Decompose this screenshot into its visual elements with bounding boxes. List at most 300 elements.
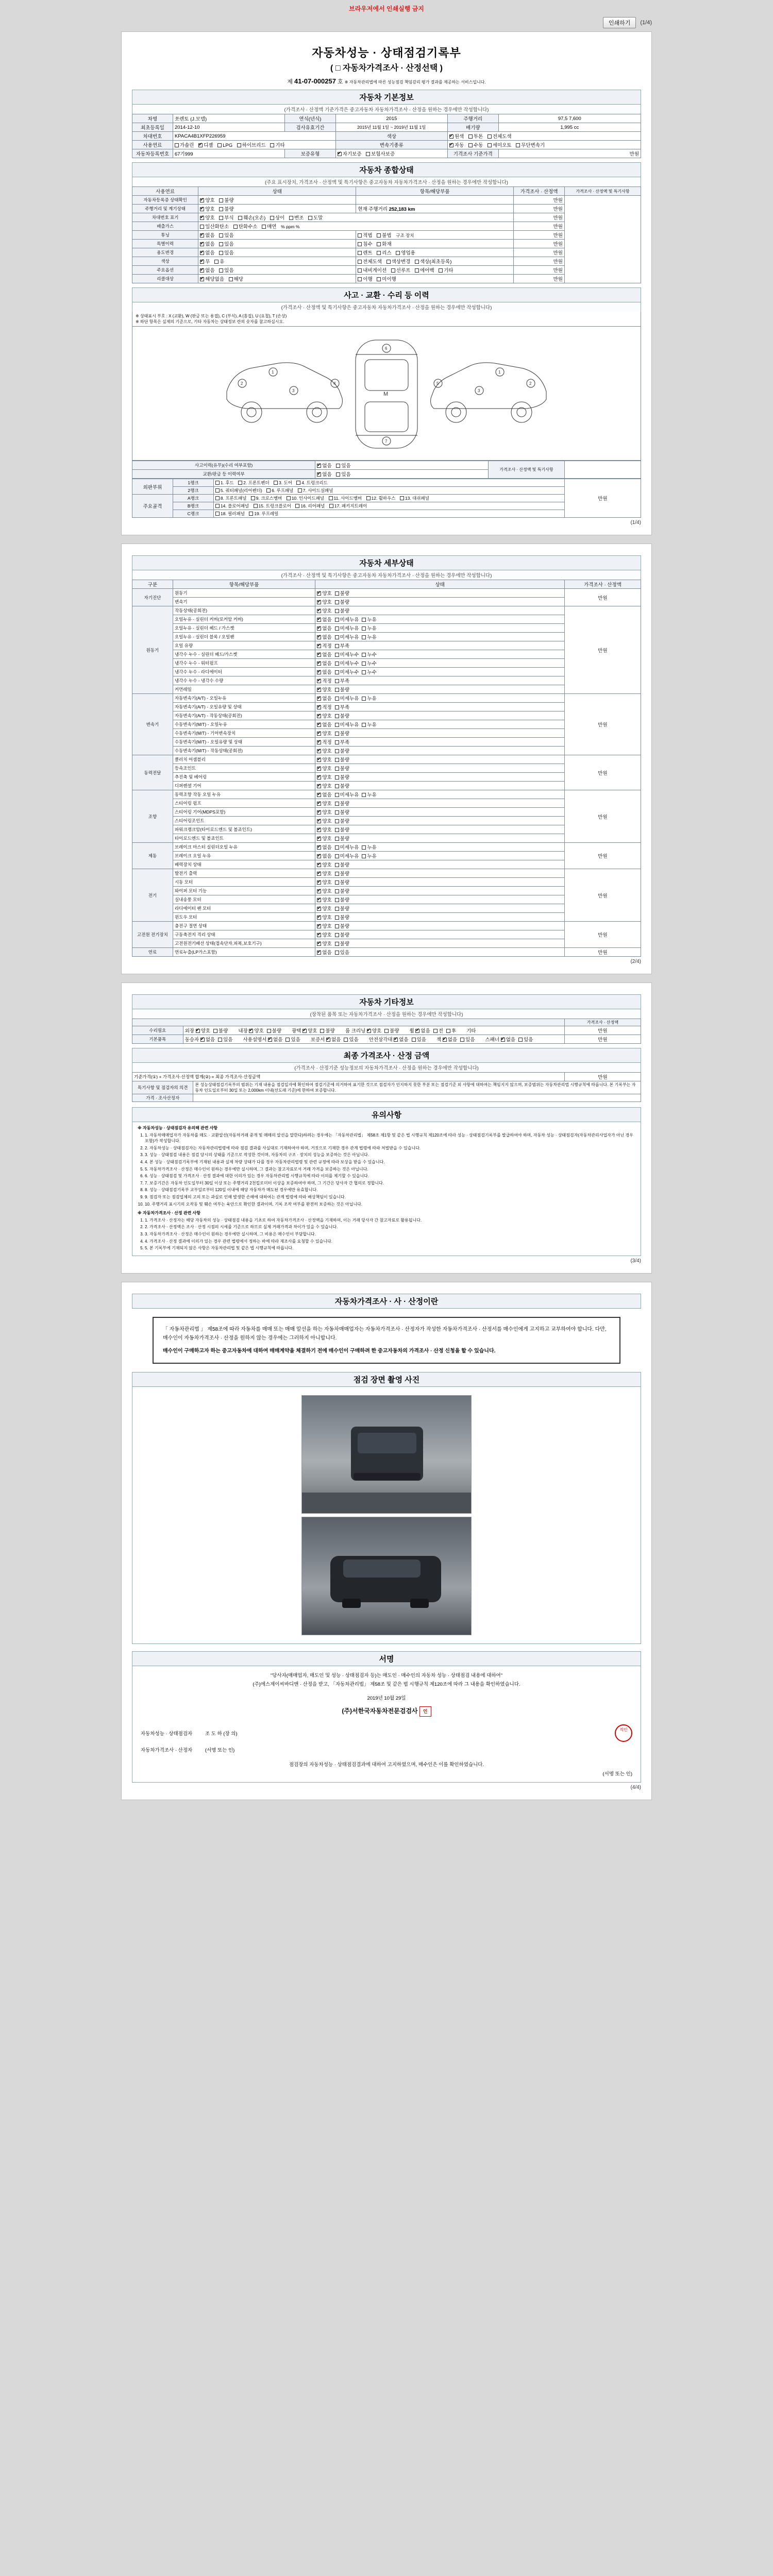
detail-opt-1-4-1[interactable] [335,642,349,649]
section-accident-history-title: 사고 · 교환 · 수리 등 이력 [132,287,641,302]
frame-remark-cell: 만원 [564,479,641,518]
fuel-option-3[interactable]: 하이브리드 [237,141,266,148]
emission-units: % ppm % [281,224,300,229]
detail-opt-label: 누유 [367,845,377,851]
opt-2-3[interactable]: 상이 [270,214,284,221]
detail-opt-1-3-2[interactable] [362,633,376,640]
detail-opt-4-3-1[interactable] [335,817,349,824]
other-opt-1-3-0[interactable] [394,1036,408,1043]
frame-item-3-1[interactable]: 15. 트렁크플로어 [254,503,291,509]
col-detail: 항목/해당부품 [356,187,514,196]
detail-options-4-4 [315,825,565,834]
transmission-option-2[interactable]: 세미오토 [488,141,512,148]
document-page-2 [121,544,652,974]
label-color: 색상 [335,132,447,141]
detail-opt-label: 누유 [367,626,377,632]
detail-options-6-0 [315,869,565,878]
detail-opt-2-3-1[interactable] [335,721,359,728]
frame-item-0-1[interactable]: 2. 프론트펜더 [238,480,270,486]
detail-opt-1-1-0[interactable] [317,616,331,623]
detail-opt-4-5-0[interactable] [317,835,331,842]
detail-opt-5-1-2[interactable] [362,852,376,859]
notes-section1-list [145,1132,635,1208]
detail-opt-6-5-0[interactable] [317,913,331,921]
detail-opt-4-4-0[interactable] [317,826,331,833]
sub-6-1[interactable]: 리스 [377,249,391,256]
color-option-1[interactable]: 투톤 [468,132,483,140]
frame-item-4-1[interactable]: 19. 루프레일 [249,511,278,517]
guarantee-highlight: 매수인이 구매하고자 하는 중고자동차에 대하여 매매계약을 체결하기 전에 매수인이 구매하려 한 중고자동차의 가격조사 · 산정 신청을 할 수 있습니다. [163,1348,496,1354]
frame-item-1-2[interactable]: 7. 사이드실패널 [298,487,333,494]
frame-item-2-2[interactable]: 10. 인사이드패널 [287,495,324,501]
detail-opt-6-2-1[interactable] [335,887,349,894]
other-item-name: 룸 크리닝 [345,1028,367,1034]
detail-opt-3-1-1[interactable] [335,765,349,772]
detail-opt-6-1-1[interactable] [335,878,349,886]
other-opt-label: 없음 [399,1037,409,1043]
warranty-option-0[interactable]: ✔ 자기보증 [338,150,362,157]
opt-3-1[interactable]: 탄화수소 [233,223,258,230]
other-opt-0-4-0[interactable] [415,1027,430,1034]
other-item-0-2 [292,1027,338,1034]
section-detail-state-title: 자동차 세부상태 [132,555,641,570]
detail-group-0: 자기진단 [132,589,173,606]
detail-opt-7-2-0[interactable] [317,940,331,947]
detail-opt-1-9-1[interactable] [335,686,349,693]
detail-options-0-1 [315,598,565,606]
transmission-option-0[interactable]: ✔ 자동 [449,141,464,148]
row-label-4: 튜닝 [132,231,198,240]
frame-item-3-3[interactable]: 17. 패키지트레이 [329,503,367,509]
detail-col-3: 가격조사 · 산정액 [564,580,641,589]
detail-opt-label: 누수 [367,652,377,658]
sub-7-0[interactable]: 전체도색 [358,258,382,265]
note-item: 1. 1. 자동차매매업자가 자동차를 매도 · 교환알선(자동차거래 중개 및 매매의 알선을 말한다)하려는 경우에는 「자동차관리법」 제58조 제1항 및 같은 법 시행규칙 제120조에 따라 성능 · 상태점검기록부를 발급하여야 하며, 자동차 성능 · 상태점검자(자동차관리사업자가 아닌 경우 포함)가 작성합니다. [145,1132,635,1144]
sub-5-1[interactable]: 화재 [377,240,391,247]
print-button[interactable]: 인쇄하기 [603,17,636,28]
sub-6-0[interactable]: 렌트 [358,249,372,256]
detail-opt-2-2-1[interactable] [335,712,349,719]
detail-opt-2-0-2[interactable] [362,694,376,702]
opt-8-0[interactable]: ✔ 없음 [200,266,214,274]
detail-opt-4-1-0[interactable] [317,800,331,807]
detail-options-1-1 [315,615,565,624]
detail-opt-1-2-0[interactable] [317,624,331,632]
other-item-name: 잭 [436,1037,443,1043]
color-option-2[interactable]: 전체도색 [488,132,512,140]
detail-item-1-1: 오일누유 - 실린더 커버(로커암 커버) [173,615,315,624]
detail-opt-4-2-1[interactable] [335,808,349,816]
note-item: 4. 4. 본 성능 · 상태점검기록부에 기재된 내용과 실제 차량 상태가 다를 경우 자동차관리법령 및 관련 규정에 따라 보상을 받을 수 있습니다. [145,1159,635,1165]
opt-9-1[interactable]: 해당 [229,275,243,282]
sub-4-1[interactable]: 불법 [377,231,391,239]
fuel-option-2[interactable]: LPG [217,143,232,148]
label-first-reg: 최초등록일 [132,123,173,132]
detail-opt-6-0-1[interactable] [335,870,349,877]
simple-option-0[interactable]: ✔ 없음 [317,470,331,478]
opt-4-0[interactable]: ✔ 없음 [200,231,214,239]
frame-item-2-5[interactable]: 13. 대쉬패널 [400,495,429,501]
detail-opt-label: 누유 [367,617,377,623]
detail-opt-3-2-1[interactable] [335,773,349,781]
detail-opt-1-3-0[interactable] [317,633,331,640]
detail-col-2: 상태 [315,580,565,589]
detail-opt-1-7-2[interactable] [362,668,376,675]
other-opt-0-0-0[interactable] [196,1027,210,1034]
other-opt-0-3-1[interactable] [384,1027,399,1034]
other-opt-0-1-0[interactable] [249,1027,263,1034]
detail-opt-4-5-1[interactable] [335,835,349,842]
detail-opt-1-0-1[interactable] [335,607,349,614]
guarantee-title: 자동차가격조사 · 사 · 산정이란 [132,1294,641,1309]
detail-opt-label: 양호 [322,608,332,614]
frame-item-3-0[interactable]: 14. 플로어패널 [215,503,249,509]
sub-8-3[interactable]: 기타 [439,266,453,274]
docno-prefix: 제 [287,79,293,85]
other-opt-0-4-2[interactable] [446,1027,456,1034]
detail-opt-label: 양호 [322,836,332,842]
row-val-9: 만원 [514,275,565,283]
opt-8-1[interactable]: 있음 [219,266,233,274]
detail-opt-2-4-1[interactable] [335,730,349,737]
sub-9-1[interactable]: 미이행 [377,275,396,282]
detail-options-3-3 [315,782,565,790]
value-transmission-options [447,141,641,149]
detail-opt-4-0-1[interactable] [335,791,359,798]
fuel-option-4[interactable]: 기타 [270,141,284,148]
opt-7-0[interactable]: ✔ 무 [200,258,210,265]
section-final-price-title: 최종 가격조사 · 산정 금액 [132,1048,641,1063]
detail-opt-6-4-1[interactable] [335,905,349,912]
signature-footer: 점검장의 자동차성능 · 상태점검결과에 대하여 고지하였으며, 매수인은 이를 확인하였습니다. [289,1761,484,1768]
other-opt-label: 양호 [254,1028,264,1034]
detail-opt-7-2-1[interactable] [335,940,349,947]
frame-item-1-0[interactable]: 5. 쿼터패널(리어펜더) [215,487,262,494]
opt-6-0[interactable]: ✔ 없음 [200,249,214,256]
other-item-name: 광택 [292,1028,303,1034]
detail-item-2-0: 자동변속기(A/T) - 오일누유 [173,694,315,703]
note-item: 6. 6. 성능 · 상태점검 및 가격조사 · 산정 결과에 대한 이의가 있는 경우 자동차관리법 시행규칙에 따라 이의를 제기할 수 있습니다. [145,1173,635,1179]
detail-options-6-2 [315,887,565,895]
detail-opt-3-3-0[interactable] [317,782,331,789]
other-price-1: 만원 [564,1035,641,1044]
detail-opt-label: 불량 [340,941,350,947]
detail-opt-1-6-2[interactable] [362,659,376,667]
detail-options-5-1 [315,852,565,860]
detail-opt-2-2-0[interactable] [317,712,331,719]
detail-options-1-0 [315,606,565,615]
row-label-3: 배출가스 [132,222,198,231]
detail-opt-4-0-0[interactable] [317,791,331,798]
detail-options-2-2 [315,711,565,720]
opt-6-1[interactable]: 있음 [219,249,233,256]
fuel-option-1[interactable]: ✔ 디젤 [198,141,213,148]
other-opt-1-0-1[interactable] [218,1036,232,1043]
other-opt-label: 양호 [200,1028,211,1034]
detail-opt-6-0-0[interactable] [317,870,331,877]
detail-opt-6-1-0[interactable] [317,878,331,886]
detail-opt-0-1-1[interactable] [335,598,349,605]
detail-opt-5-0-0[interactable] [317,843,331,851]
frame-item-0-0[interactable]: 1. 후드 [215,480,234,486]
detail-opt-5-1-0[interactable] [317,852,331,859]
detail-opt-2-5-0[interactable] [317,738,331,745]
other-opt-0-2-1[interactable] [320,1027,334,1034]
tuning-detail: 구조 장치 [396,233,414,238]
detail-opt-1-6-0[interactable] [317,659,331,667]
frame-item-0-2[interactable]: 3. 도어 [274,480,292,486]
detail-opt-4-0-2[interactable] [362,791,376,798]
frame-item-0-3[interactable]: 4. 트렁크리드 [296,480,328,486]
signature-statement-1: "당사자(매매업자, 매도인 및 성능 · 상태점검자 등)는 매도인 · 매수인의 자동차 성능 · 상태점검 내용에 대하여" [270,1672,503,1679]
detail-price-6: 만원 [564,869,641,922]
value-displacement: 1,995 cc [498,123,641,132]
detail-opt-6-4-0[interactable] [317,905,331,912]
other-item-0-3 [345,1027,402,1034]
detail-opt-5-2-0[interactable] [317,861,331,868]
detail-opt-1-3-1[interactable] [335,633,359,640]
sub-7-2[interactable]: 색상(최초등록) [415,258,451,265]
frame-item-3-2[interactable]: 16. 리어패널 [295,503,325,509]
detail-opt-label: 없음 [322,626,332,632]
row-label-6: 용도변경 [132,248,198,257]
opt-9-0[interactable]: ✔ 해당없음 [200,275,224,282]
sub-9-0[interactable]: 이행 [358,275,372,282]
docno-suffix: 호 [338,79,343,85]
other-opt-0-1-1[interactable] [267,1027,281,1034]
detail-opt-label: 불량 [340,880,350,886]
detail-opt-3-1-0[interactable] [317,765,331,772]
section-accident-history-note: (가격조사 · 산정액 및 특기사항은 중고자동차 자동차가격조사 · 산정을 원하는 경우에만 작성합니다) [132,302,641,312]
detail-opt-3-2-0[interactable] [317,773,331,781]
label-fuel: 사용연료 [132,141,173,149]
current-mileage-value: 252,183 km [389,207,415,212]
detail-opt-4-2-0[interactable] [317,808,331,816]
other-opt-0-2-0[interactable] [303,1027,317,1034]
other-opt-0-3-0[interactable] [367,1027,381,1034]
opt-7-1[interactable]: 유 [214,258,224,265]
other-opt-1-2-1[interactable] [344,1036,358,1043]
detail-opt-1-7-1[interactable] [335,668,359,675]
detail-opt-3-0-0[interactable] [317,756,331,763]
page-subtitle: ( □ 자동차가격조사 · 산정선택 ) [330,64,443,73]
inspection-photo-1[interactable] [301,1395,472,1514]
detail-opt-label: 양호 [322,941,332,947]
warranty-option-1[interactable]: 보험사보증 [366,150,395,157]
detail-opt-1-1-1[interactable] [335,616,359,623]
detail-options-4-1 [315,799,565,808]
other-opt-label: 불량 [325,1028,335,1034]
opt-2-2[interactable]: 훼손(오손) [238,214,265,221]
table-row [132,123,641,132]
sub-8-0[interactable]: 내비게이션 [358,266,386,274]
other-opt-1-3-1[interactable] [412,1036,426,1043]
other-opt-0-4-1[interactable] [433,1027,443,1034]
detail-opt-4-4-1[interactable] [335,826,349,833]
detail-opt-2-5-1[interactable] [335,738,349,745]
sub-4-0[interactable]: 적법 [358,231,372,239]
frame-items-3 [213,502,564,510]
opt-3-2[interactable]: 매연 [262,223,276,230]
other-opt-1-0-0[interactable] [200,1036,215,1043]
detail-opt-5-0-2[interactable] [362,843,376,851]
opt-3-0[interactable]: 일산화탄소 [200,223,229,230]
opt-5-0[interactable]: ✔ 없음 [200,240,214,247]
final-price-table [132,1072,641,1102]
detail-opt-7-1-0[interactable] [317,931,331,938]
other-opt-1-2-0[interactable] [326,1036,341,1043]
frame-item-4-0[interactable]: 18. 필러패널 [215,511,245,517]
frame-item-2-3[interactable]: 11. 사이드멤버 [329,495,362,501]
detail-opt-1-6-1[interactable] [335,659,359,667]
detail-opt-8-0-1[interactable] [335,948,349,956]
sub-6-2[interactable]: 영업용 [396,249,415,256]
detail-opt-1-2-1[interactable] [335,624,359,632]
detail-opt-0-1-0[interactable] [317,598,331,605]
transmission-option-1[interactable]: 수동 [468,141,483,148]
svg-text:3: 3 [292,388,295,393]
detail-opt-label: 불량 [340,810,350,816]
opt-2-1[interactable]: 부식 [219,214,233,221]
detail-opt-2-0-0[interactable] [317,694,331,702]
detail-opt-2-1-0[interactable] [317,703,331,710]
detail-opt-1-0-0[interactable] [317,607,331,614]
opt-5-1[interactable]: 있음 [219,240,233,247]
detail-opt-5-0-1[interactable] [335,843,359,851]
other-opt-1-4-0[interactable] [443,1036,457,1043]
other-opt-1-1-1[interactable] [285,1036,300,1043]
other-opt-1-4-1[interactable] [460,1036,475,1043]
detail-opt-1-5-0[interactable] [317,651,331,658]
row-sub-6 [356,248,514,257]
frame-item-2-4[interactable]: 12. 휠하우스 [366,495,396,501]
detail-opt-7-0-1[interactable] [335,922,349,929]
detail-opt-4-3-0[interactable] [317,817,331,824]
other-opt-0-0-1[interactable] [213,1027,228,1034]
label-base-price: 기격조사 기준가격 [447,149,498,158]
frame-item-2-0[interactable]: 8. 프론트패널 [215,495,247,501]
detail-item-7-0: 충전구 절연 상태 [173,922,315,930]
detail-options-2-4 [315,729,565,738]
detail-opt-6-5-1[interactable] [335,913,349,921]
opt-0-1[interactable]: 불량 [219,196,233,204]
inspection-photo-2[interactable] [301,1517,472,1635]
detail-opt-2-3-2[interactable] [362,721,376,728]
detail-opt-4-1-1[interactable] [335,800,349,807]
detail-opt-2-0-1[interactable] [335,694,359,702]
other-opt-1-1-0[interactable] [268,1036,282,1043]
print-notice: 브라우저에서 인쇄실행 금지 [349,5,424,12]
detail-opt-5-2-1[interactable] [335,861,349,868]
sub-7-1[interactable]: 색상변경 [386,258,411,265]
detail-item-1-6: 냉각수 누수 - 워터펌프 [173,659,315,668]
sub-8-1[interactable]: 선루프 [391,266,411,274]
detail-opt-label: 미세누수 [340,652,359,658]
detail-opt-7-1-1[interactable] [335,931,349,938]
detail-group-2: 변속기 [132,694,173,755]
table-header-row [132,580,641,589]
detail-opt-7-0-0[interactable] [317,922,331,929]
frame-item-2-1[interactable]: 9. 크로스멤버 [251,495,282,501]
detail-opt-2-3-0[interactable] [317,721,331,728]
opt-2-5[interactable]: 도말 [308,214,323,221]
fuel-option-0[interactable]: 가솔린 [175,141,194,148]
opt-1-0[interactable]: ✔ 양호 [200,205,214,212]
detail-opt-5-1-1[interactable] [335,852,359,859]
detail-item-0-0: 원동기 [173,589,315,598]
detail-item-3-2: 추진축 및 베어링 [173,773,315,782]
other-opt-1-5-0[interactable] [501,1036,515,1043]
detail-item-2-3: 수동변속기(M/T) - 오일누유 [173,720,315,729]
rank-A: A랭크 [173,495,213,502]
opt-1-1[interactable]: 불량 [219,205,233,212]
detail-opt-0-0-0[interactable] [317,589,331,597]
table-row [132,1073,641,1081]
frame-item-1-1[interactable]: 6. 루프패널 [266,487,293,494]
detail-options-1-3 [315,633,565,641]
accident-option-0[interactable]: ✔ 없음 [317,462,331,469]
other-opt-1-5-1[interactable] [518,1036,533,1043]
sub-5-0[interactable]: 침수 [358,240,372,247]
detail-opt-1-5-2[interactable] [362,651,376,658]
other-item-1-1 [243,1036,304,1043]
detail-item-1-4: 오일 유량 [173,641,315,650]
sub-8-2[interactable]: 에어백 [415,266,434,274]
section-overall-state-note: (주요 표시장치, 가격조사 · 산정액 및 특기사항은 중고자동차 자동차가격조사 · 산정을 원하는 경우에만 작성합니다) [132,177,641,187]
accident-option-1[interactable]: 있음 [336,462,350,469]
detail-opt-3-3-1[interactable] [335,782,349,789]
detail-opt-label: 미세누유 [340,854,359,859]
value-vin: KPACA4B1XFP226959 [173,132,335,141]
detail-opt-2-4-0[interactable] [317,730,331,737]
detail-opt-6-3-0[interactable] [317,896,331,903]
opt-2-0[interactable]: ✔ 양호 [200,214,214,221]
detail-opt-1-1-2[interactable] [362,616,376,623]
opt-2-4[interactable]: 변조 [289,214,304,221]
detail-opt-8-0-0[interactable] [317,948,331,956]
detail-options-6-3 [315,895,565,904]
simple-option-1[interactable]: 있음 [336,470,350,478]
svg-text:M: M [383,391,389,397]
detail-opt-2-1-1[interactable] [335,703,349,710]
transmission-option-3[interactable]: 무단변속기 [516,141,545,148]
detail-opt-6-3-1[interactable] [335,896,349,903]
detail-opt-2-6-1[interactable] [335,747,349,754]
color-option-0[interactable]: ✔ 원색 [449,132,464,140]
detail-opt-6-2-0[interactable] [317,887,331,894]
detail-opt-1-5-1[interactable] [335,651,359,658]
detail-opt-1-8-1[interactable] [335,677,349,684]
table-header-row [132,187,641,196]
detail-opt-2-6-0[interactable] [317,747,331,754]
detail-opt-label: 없음 [322,792,332,798]
detail-opt-0-0-1[interactable] [335,589,349,597]
detail-item-4-2: 스티어링 기어(MDPS포함) [173,808,315,817]
detail-opt-1-2-2[interactable] [362,624,376,632]
detail-opt-1-8-0[interactable] [317,677,331,684]
other-opt-label: 양호 [308,1028,317,1034]
detail-opt-label: 양호 [322,687,332,693]
row-label-9: 리콜대상 [132,275,198,283]
detail-opt-1-9-0[interactable] [317,686,331,693]
detail-opt-3-0-1[interactable] [335,756,349,763]
row-opts-5 [198,240,356,248]
opt-4-1[interactable]: 있음 [219,231,233,239]
detail-opt-1-7-0[interactable] [317,668,331,675]
opt-0-0[interactable]: ✔ 양호 [200,196,214,204]
detail-opt-1-4-0[interactable] [317,642,331,649]
vehicle-damage-diagram[interactable] [132,327,641,461]
